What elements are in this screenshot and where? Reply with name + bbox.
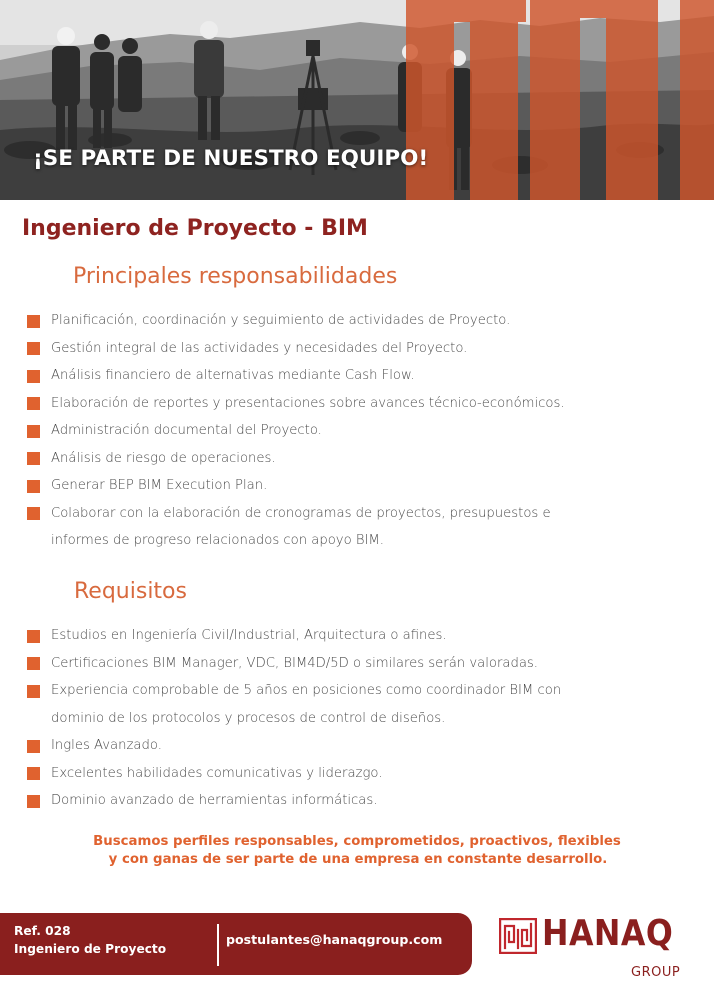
list-item: Administración documental del Proyecto. <box>27 417 687 445</box>
reference-block <box>14 922 166 958</box>
footer-divider <box>217 924 219 966</box>
hero-banner <box>0 0 714 200</box>
list-item: Generar BEP BIM Execution Plan. <box>27 472 687 500</box>
bullet-square-icon <box>27 425 40 438</box>
company-logo-text: HANAQ <box>542 913 674 954</box>
bullet-square-icon <box>27 507 40 520</box>
job-title: Ingeniero de Proyecto - BIM <box>22 216 368 241</box>
bullet-square-icon <box>27 630 40 643</box>
hero-headline: ¡SE PARTE DE NUESTRO EQUIPO! <box>33 146 429 171</box>
reference-code: Ref. 028 <box>14 924 71 938</box>
company-logo-subtitle: GROUP <box>631 965 681 980</box>
list-item: Certificaciones BIM Manager, VDC, BIM4D/5D o similares serán valoradas. <box>27 650 687 678</box>
bullet-square-icon <box>27 740 40 753</box>
list-item: Excelentes habilidades comunicativas y liderazgo. <box>27 760 687 788</box>
list-item: Estudios en Ingeniería Civil/Industrial, Arquitectura o afines. <box>27 622 687 650</box>
list-item: Análisis de riesgo de operaciones. <box>27 445 687 473</box>
bullet-square-icon <box>27 767 40 780</box>
list-item: Dominio avanzado de herramientas informáticas. <box>27 787 687 815</box>
bullet-square-icon <box>27 685 40 698</box>
list-item: Gestión integral de las actividades y necesidades del Proyecto. <box>27 335 687 363</box>
bullet-square-icon <box>27 657 40 670</box>
tagline: Buscamos perfiles responsables, comprometidos, proactivos, flexibles y con ganas de ser parte de una empresa en constante desarrollo. <box>93 834 621 867</box>
list-item: Elaboración de reportes y presentaciones sobre avances técnico-económicos. <box>27 390 687 418</box>
list-item: Ingles Avanzado. <box>27 732 687 760</box>
requirements-list <box>27 622 687 815</box>
bullet-square-icon <box>27 397 40 410</box>
bullet-square-icon <box>27 315 40 328</box>
bullet-square-icon <box>27 452 40 465</box>
hanaq-logo-icon <box>499 918 537 954</box>
responsibilities-heading: Principales responsabilidades <box>73 264 398 289</box>
bullet-square-icon <box>27 795 40 808</box>
reference-position: Ingeniero de Proyecto <box>14 942 167 956</box>
contact-email-link[interactable]: postulantes@hanaqgroup.com <box>226 932 443 947</box>
requirements-heading: Requisitos <box>74 579 187 604</box>
list-item: Planificación, coordinación y seguimiento de actividades de Proyecto. <box>27 307 687 335</box>
list-item: Análisis financiero de alternativas mediante Cash Flow. <box>27 362 687 390</box>
list-item: Experiencia comprobable de 5 años en posiciones como coordinador BIM con dominio de los protocolos y procesos de control de diseños. <box>27 677 687 732</box>
bullet-square-icon <box>27 480 40 493</box>
responsibilities-list <box>27 307 687 555</box>
bullet-square-icon <box>27 370 40 383</box>
bullet-square-icon <box>27 342 40 355</box>
list-item: Colaborar con la elaboración de cronogramas de proyectos, presupuestos e informes de progreso relacionados con apoyo BIM. <box>27 500 687 555</box>
